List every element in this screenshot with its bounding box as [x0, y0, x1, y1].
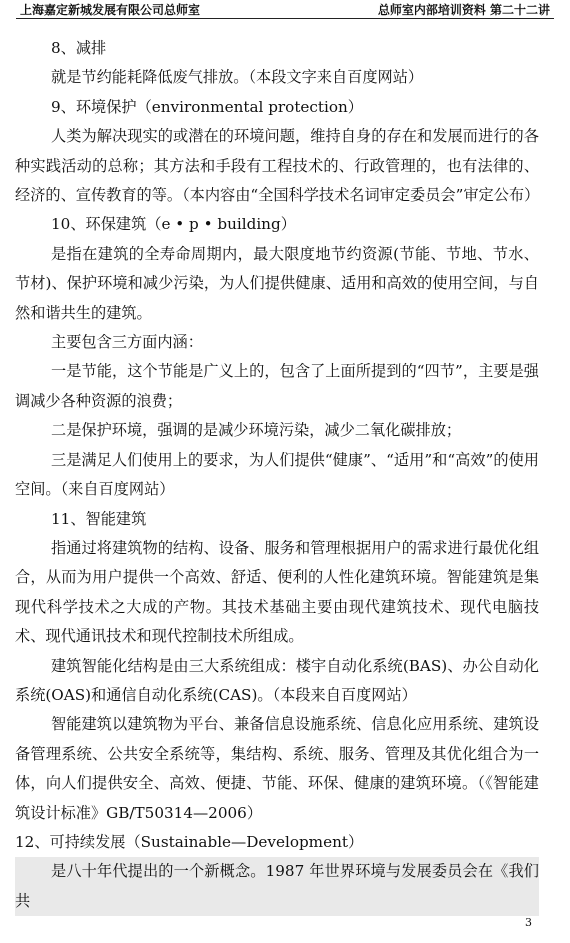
paragraph-10-point-2: 二是保护环境，强调的是减少环境污染，减少二氧化碳排放； — [51, 421, 462, 440]
document-body — [15, 34, 539, 916]
paragraph-10-definition: 是指在建筑的全寿命周期内，最大限度地节约资源(节能、节地、节水、节材)、保护环境和减少污染，为人们提供健康、适用和高效的使用空间，与自然和谐共生的建筑。 — [15, 244, 539, 322]
page-number: 3 — [525, 916, 532, 929]
paragraph-10-point-1: 一是节能，这个节能是广义上的，包含了上面所提到的“四节”，主要是强调减少各种资源的浪费； — [15, 362, 539, 410]
page-header — [16, 2, 554, 19]
section-heading-8: 8、减排 — [51, 39, 107, 57]
section-heading-11: 11、智能建筑 — [51, 509, 147, 528]
paragraph-12: 是八十年代提出的一个新概念。1987 年世界环境与发展委员会在《我们共 — [15, 857, 539, 916]
paragraph-11-standard: 智能建筑以建筑物为平台、兼备信息设施系统、信息化应用系统、建筑设备管理系统、公共安全系统等，集结构、系统、服务、管理及其优化组合为一体，向人们提供安全、高效、便捷、节能、环保、健康的建筑环境。（《智能建筑设计标准》GB/T50314—2006） — [15, 715, 539, 822]
paragraph-11-definition: 指通过将建筑物的结构、设备、服务和管理根据用户的需求进行最优化组合，从而为用户提供一个高效、舒适、便利的人性化建筑环境。智能建筑是集现代科学技术之大成的产物。其技术基础主要由现代建筑技术、现代电脑技术、现代通讯技术和现代控制技术所组成。 — [15, 538, 539, 646]
paragraph-11-structure: 建筑智能化结构是由三大系统组成：楼宇自动化系统(BAS)、办公自动化系统(OAS)和通信自动化系统(CAS)。（本段来自百度网站） — [15, 656, 539, 704]
header-company: 上海嘉定新城发展有限公司总师室 — [20, 3, 201, 17]
paragraph-10-point-3: 三是满足人们使用上的要求，为人们提供“健康”、“适用”和“高效”的使用空间。（来自百度网站） — [15, 450, 539, 499]
paragraph-9: 人类为解决现实的或潜在的环境问题，维持自身的存在和发展而进行的各种实践活动的总称；其方法和手段有工程技术的、行政管理的，也有法律的、经济的、宣传教育的等。（本内容由“全国科学技术名词审定委员会”审定公布） — [15, 127, 540, 205]
header-document-title: 总师室内部培训资料 第二十二讲 — [377, 3, 550, 17]
paragraph-10-intro: 主要包含三方面内涵： — [51, 333, 203, 352]
paragraph-8: 就是节约能耗降低废气排放。（本段文字来自百度网站） — [51, 68, 424, 87]
section-heading-12: 12、可持续发展（Sustainable—Development） — [15, 832, 364, 851]
section-heading-9: 9、环境保护（environmental protection） — [51, 97, 363, 116]
section-heading-10: 10、环保建筑（e • p • building） — [51, 215, 296, 234]
